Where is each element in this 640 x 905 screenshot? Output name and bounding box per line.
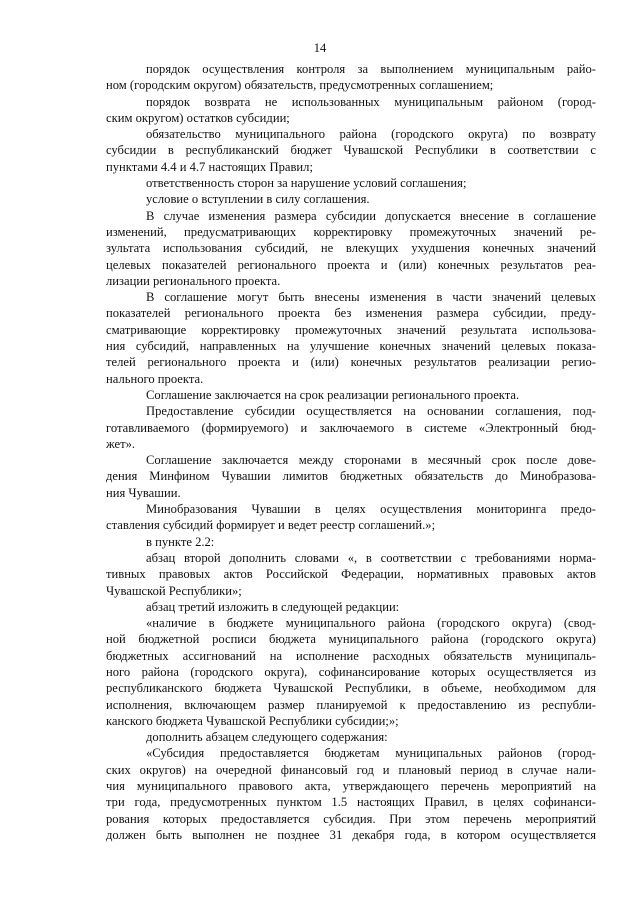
text-line: Минобразования Чувашии в целях осуществления мониторинга предо- (146, 502, 596, 517)
text-line: В случае изменения размера субсидии допускается внесение в соглашение (146, 208, 596, 223)
text-line: лизации регионального проекта. (106, 273, 281, 288)
text-line: порядок возврата не использованных муниципальным районом (город- (146, 94, 596, 109)
text-line: республиканского бюджета Чувашской Республики, в объеме, необходимом для (106, 681, 596, 696)
text-line: условие о вступлении в силу соглашения. (146, 192, 370, 207)
text-line: ного района (городского округа), софинансирование которых осуществляется из (106, 664, 596, 679)
text-line: абзац третий изложить в следующей редакции: (146, 599, 400, 614)
text-line: зультата использования субсидий, не влекущих ухудшения конечных значений (106, 241, 596, 256)
text-line: тивных правовых актов Российской Федерации, нормативных правовых актов (106, 567, 596, 582)
text-line: ским округом) остатков субсидии; (106, 110, 290, 125)
text-line: чия муниципального правового акта, утверждающего перечень мероприятий на (106, 779, 596, 794)
text-line: должен быть выполнен не позднее 31 декабря года, в котором осуществляется (106, 827, 596, 842)
text-line: Соглашение заключается на срок реализации регионального проекта. (146, 387, 520, 402)
text-line: ских округов) на очередной финансовый год и плановый период в случае нали- (106, 762, 596, 777)
text-line: ной бюджетной росписи бюджета муниципального района (городского округа) (106, 632, 596, 647)
text-line: ния субсидий, направленных на улучшение конечных значений целевых показа- (106, 339, 596, 354)
page-number: 14 (313, 41, 327, 55)
text-line: порядок осуществления контроля за выполнением муниципальным райо- (146, 62, 596, 76)
text-line: ставления субсидий формирует и ведет реестр соглашений.»; (106, 518, 436, 533)
text-line: телей регионального проекта и (или) конечных результатов реализации регио- (106, 355, 596, 370)
text-line: показателей регионального проекта без изменения размера субсидии, преду- (106, 306, 596, 321)
text-line: готавливаемого (формируемого) и заключаемого в системе «Электронный бюд- (106, 420, 596, 435)
text-line: Соглашение заключается между сторонами в месячный срок после дове- (146, 453, 596, 468)
text-line: изменений, предусматривающих корректировку промежуточных значений ре- (106, 224, 596, 239)
text-line: ния Чувашии. (106, 485, 181, 500)
text-line: ответственность сторон за нарушение условий соглашения; (146, 176, 467, 191)
text-line: в пункте 2.2: (146, 534, 215, 549)
text-line: исполнения, включающем размер планируемой к предоставлению из республи- (106, 697, 596, 712)
text-line: нального проекта. (106, 371, 204, 386)
text-line: «наличие в бюджете муниципального района (городского округа) (свод- (146, 616, 596, 631)
document-body (106, 61, 596, 843)
text-line: ном (городским округом) обязательств, предусмотренных соглашением; (106, 78, 494, 93)
text-line: сматривающие корректировку промежуточных значений результата использова- (106, 322, 596, 337)
text-line: бюджетных ассигнований на исполнение расходных обязательств муниципаль- (106, 648, 596, 663)
text-line: субсидии в республиканский бюджет Чувашской Республики в соответствии с (106, 143, 596, 158)
text-line: Предоставление субсидии осуществляется на основании соглашения, под- (146, 404, 596, 419)
text-line: рования которых предоставляется субсидия. При этом перечень мероприятий (106, 811, 596, 826)
text-line: обязательство муниципального района (городского округа) по возврату (146, 127, 596, 142)
text-line: абзац второй дополнить словами «, в соответствии с требованиями норма- (146, 550, 596, 565)
text-line: жет». (106, 436, 136, 451)
text-line: В соглашение могут быть внесены изменения в части значений целевых (146, 290, 596, 305)
text-line: дения Минфином Чувашии лимитов бюджетных обязательств до Минобразова- (106, 469, 596, 484)
text-line: Чувашской Республики»; (106, 583, 242, 598)
text-line: пунктами 4.4 и 4.7 настоящих Правил; (106, 159, 313, 174)
text-line: три года, предусмотренных пунктом 1.5 настоящих Правил, в целях софинанси- (106, 795, 596, 810)
text-line: дополнить абзацем следующего содержания: (146, 730, 388, 745)
text-line: целевых показателей регионального проекта и (или) конечных результатов реа- (106, 257, 596, 272)
text-line: «Субсидия предоставляется бюджетам муниципальных районов (город- (146, 746, 596, 761)
text-line: канского бюджета Чувашской Республики субсидии;»; (106, 713, 399, 728)
